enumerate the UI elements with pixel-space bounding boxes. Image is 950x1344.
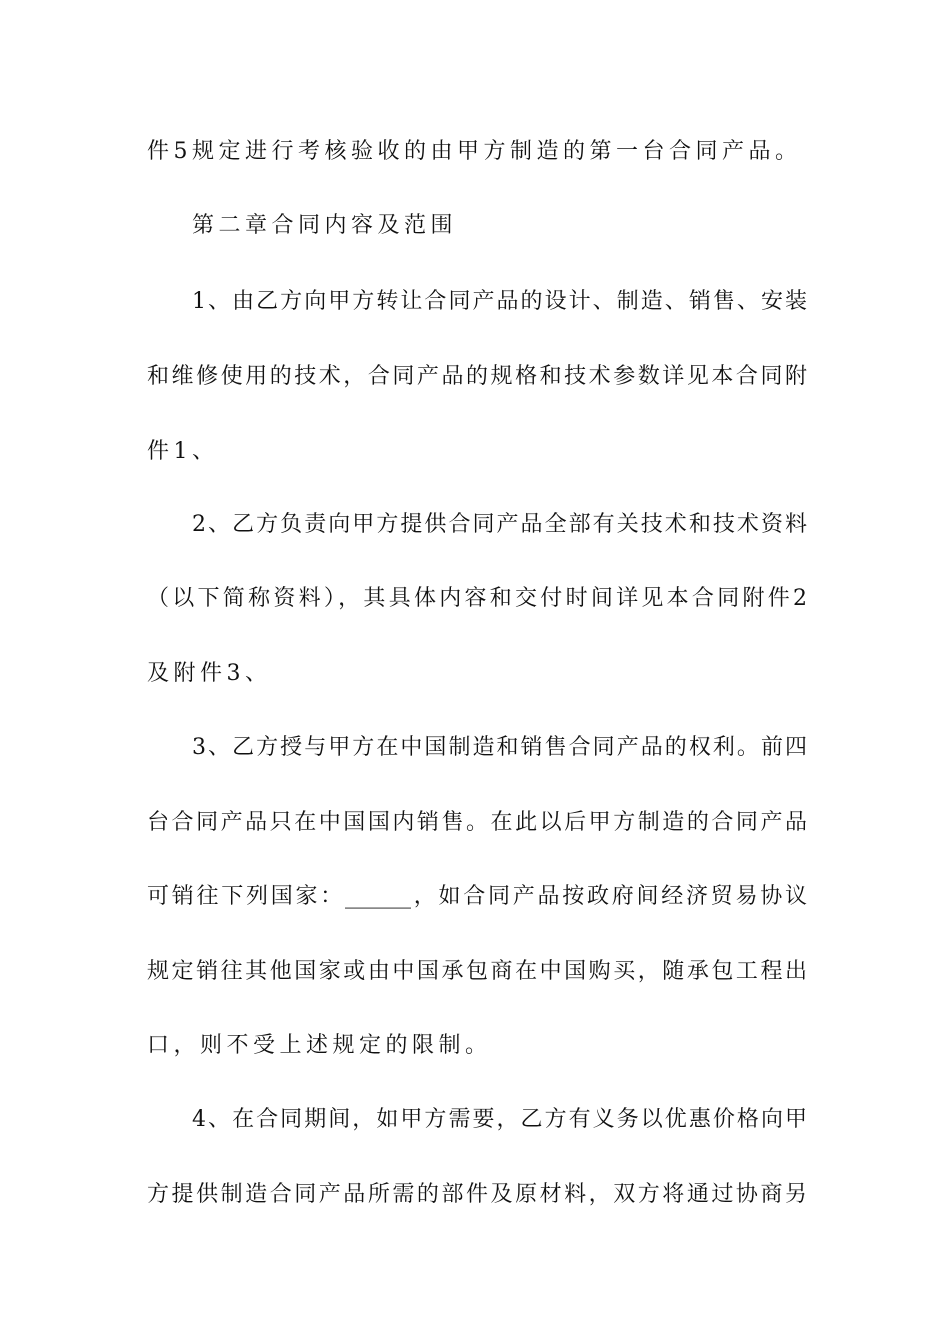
clause-3-line-1: 3、乙方授与甲方在中国制造和销售合同产品的权利。前四 bbox=[192, 735, 807, 760]
clause-1-line-2: 和维修使用的技术，合同产品的规格和技术参数详见本合同附 bbox=[147, 364, 807, 389]
chapter-heading: 第二章合同内容及范围 bbox=[192, 213, 458, 238]
clause-2-line-3: 及附件3、 bbox=[147, 661, 272, 686]
clause-2-line-2: （以下简称资料），其具体内容和交付时间详见本合同附件2 bbox=[147, 586, 807, 611]
clause-3-line-2: 台合同产品只在中国国内销售。在此以后甲方制造的合同产品 bbox=[147, 810, 807, 835]
clause-1-line-1: 1、由乙方向甲方转让合同产品的设计、制造、销售、安装 bbox=[192, 289, 807, 314]
clause-4-line-1: 4、在合同期间，如甲方需要，乙方有义务以优惠价格向甲 bbox=[192, 1107, 807, 1132]
clause-1-line-3: 件1、 bbox=[147, 439, 219, 464]
clause-2-line-1: 2、乙方负责向甲方提供合同产品全部有关技术和技术资料 bbox=[192, 512, 807, 537]
clause-4-line-2: 方提供制造合同产品所需的部件及原材料，双方将通过协商另 bbox=[147, 1182, 807, 1207]
clause-3-line-5: 口，则不受上述规定的限制。 bbox=[147, 1033, 492, 1058]
clause-3-line-3: 可销往下列国家：______，如合同产品按政府间经济贸易协议 bbox=[147, 884, 807, 909]
clause-3-line-4: 规定销往其他国家或由中国承包商在中国购买，随承包工程出 bbox=[147, 959, 807, 984]
text-line-1: 件5规定进行考核验收的由甲方制造的第一台合同产品。 bbox=[147, 139, 802, 164]
